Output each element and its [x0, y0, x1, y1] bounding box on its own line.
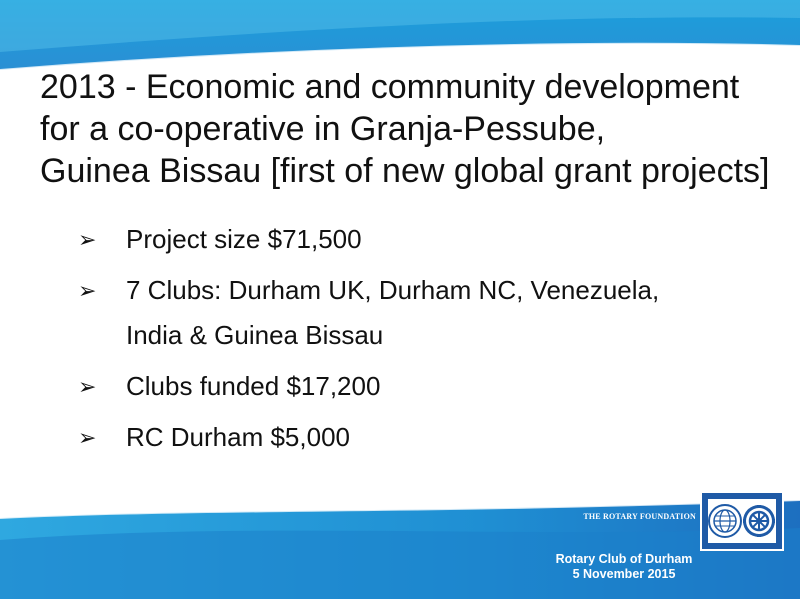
logo-emblems — [708, 499, 776, 543]
bullet-text: RC Durham $5,000 — [126, 422, 350, 452]
bullet-item — [78, 217, 778, 262]
title-line: 2013 - Economic and community development — [40, 68, 740, 106]
slide-title — [40, 66, 800, 192]
arrow-bullet-icon: ➢ — [78, 227, 97, 252]
rotary-wheel-icon — [743, 505, 775, 537]
bullet-text: Project size $71,500 — [126, 224, 362, 254]
bullet-text: Clubs funded $17,200 — [126, 371, 381, 401]
rotary-foundation-logo — [700, 491, 784, 551]
foundation-label: THE ROTARY FOUNDATION — [583, 512, 696, 521]
arrow-bullet-icon: ➢ — [78, 278, 97, 303]
bullet-item — [78, 364, 778, 409]
bullet-list — [78, 217, 778, 460]
arrow-bullet-icon: ➢ — [78, 425, 97, 450]
title-line: for a co-operative in Granja-Pessube, — [40, 110, 606, 148]
bullet-item — [78, 415, 778, 460]
logo-inner-frame — [706, 497, 778, 545]
title-line: Guinea Bissau [first of new global grant projects] — [40, 152, 770, 190]
footer-date: 5 November 2015 — [572, 567, 676, 581]
bullet-text: 7 Clubs: Durham UK, Durham NC, Venezuela, — [126, 275, 660, 305]
bullet-text: India & Guinea Bissau — [126, 320, 384, 350]
footer-club-name: Rotary Club of Durham — [555, 552, 693, 566]
arrow-bullet-icon: ➢ — [78, 374, 97, 399]
bullet-item — [78, 268, 778, 358]
rotary-foundation-globe-icon — [709, 505, 741, 537]
